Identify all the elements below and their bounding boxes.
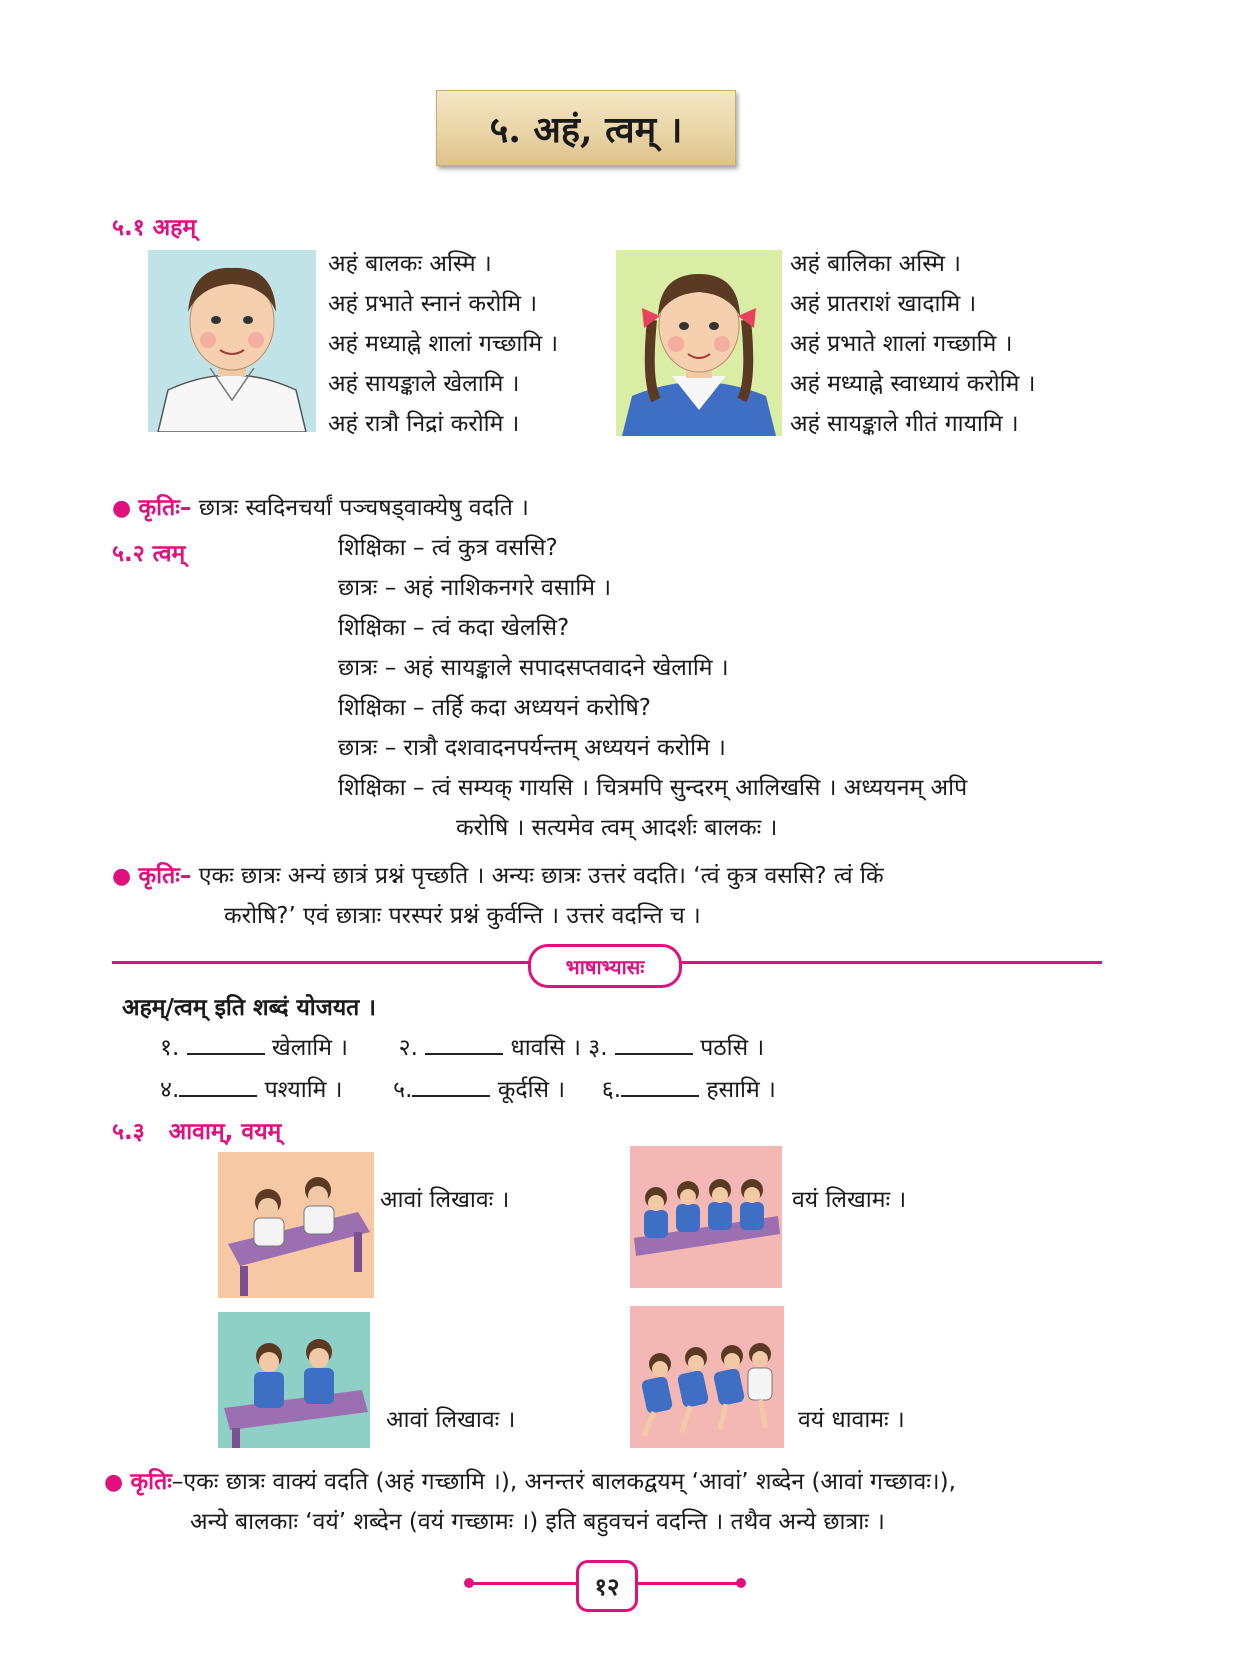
- activity-label: कृतिः: [130, 1469, 172, 1495]
- exercise-row-2: [160, 1070, 776, 1110]
- chapter-title: ५. अहं, त्वम् ।: [436, 90, 736, 166]
- item-word: कूर्दसि ।: [497, 1077, 566, 1103]
- caption-2: वयं लिखामः ।: [792, 1187, 907, 1213]
- item-number: ४.: [160, 1077, 180, 1103]
- item-word: पश्यामि ।: [264, 1077, 343, 1103]
- girl-illustration: [616, 250, 782, 436]
- activity-label: कृतिः–: [138, 495, 192, 521]
- item-number: २.: [398, 1035, 418, 1061]
- caption-1: आवां लिखावः ।: [380, 1187, 510, 1213]
- exercise-instruction: अहम्/त्वम् इति शब्दं योजयत ।: [122, 995, 377, 1021]
- girl-line: अहं बालिका अस्मि ।: [790, 251, 961, 277]
- caption-3: आवां लिखावः ।: [386, 1407, 516, 1433]
- page-number: १२: [576, 1560, 638, 1612]
- item-word: पठसि ।: [700, 1035, 765, 1061]
- item-word: खेलामि ।: [271, 1035, 349, 1061]
- exercise-badge: भाषाभ्यासः: [528, 944, 682, 988]
- item-number: ३.: [588, 1035, 608, 1061]
- item-number: ५.: [393, 1077, 413, 1103]
- boy-line: अहं मध्याह्ने शालां गच्छामि ।: [328, 331, 559, 357]
- activity-1: [112, 488, 529, 529]
- blank-field[interactable]: [179, 1075, 257, 1097]
- boy-line: अहं रात्रौ निद्रां करोमि ।: [328, 411, 520, 437]
- boy-line: अहं बालकः अस्मि ।: [328, 251, 492, 277]
- group-students-writing-image: [630, 1146, 782, 1288]
- boy-line: अहं प्रभाते स्नानं करोमि ।: [328, 291, 538, 317]
- girl-line: अहं प्रभाते शालां गच्छामि ।: [790, 331, 1013, 357]
- dialogue-block: [338, 528, 967, 848]
- girl-text-block: [790, 244, 1035, 444]
- activity-2-line-2: करोषि?’ एवं छात्राः परस्परं प्रश्नं कुर्वन्ति । उत्तरं वदन्ति च ।: [224, 903, 701, 929]
- girl-line: अहं मध्याह्ने स्वाध्यायं करोमि ।: [790, 371, 1036, 397]
- blank-field[interactable]: [187, 1033, 265, 1055]
- girl-line: अहं सायङ्काले गीतं गायामि ।: [790, 411, 1019, 437]
- section-heading-5-2: ५.२ त्वम्: [112, 541, 186, 567]
- rule-dot-icon: [464, 1578, 474, 1588]
- section-heading-5-3: ५.३ आवाम्, वयम्: [112, 1119, 282, 1145]
- dialogue-line: छात्रः – अहं सायङ्काले सपादसप्तवादने खेलामि ।: [338, 655, 729, 681]
- item-word: धावसि ।: [510, 1035, 581, 1061]
- bullet-icon: ●: [112, 864, 132, 889]
- section-heading-5-1: ५.१ अहम्: [112, 215, 197, 241]
- boy-text-block: [328, 244, 558, 444]
- rule-dot-icon: [736, 1578, 746, 1588]
- dialogue-line: शिक्षिका – त्वं सम्यक् गायसि । चित्रमपि सुन्दरम् आलिखसि । अध्ययनम् अपि: [338, 775, 968, 801]
- item-number: ६.: [601, 1077, 622, 1103]
- activity-label: कृतिः–: [138, 863, 192, 889]
- students-running-image: [630, 1306, 784, 1448]
- activity-text: एकः छात्रः अन्यं छात्रं प्रश्नं पृच्छति । अन्यः छात्रः उत्तरं वदति। ‘त्वं कुत्र वससि? त्वं किं: [198, 863, 884, 889]
- two-students-writing-image: [218, 1152, 374, 1298]
- dialogue-line: करोषि । सत्यमेव त्वम् आदर्शः बालकः ।: [456, 815, 778, 841]
- dialogue-line: शिक्षिका – त्वं कुत्र वससि?: [338, 535, 558, 561]
- blank-field[interactable]: [412, 1075, 490, 1097]
- item-number: १.: [160, 1035, 180, 1061]
- exercise-row-1: [160, 1028, 764, 1068]
- activity-text: छात्रः स्वदिनचर्यां पञ्चषड्वाक्येषु वदति ।: [198, 495, 529, 521]
- caption-4: वयं धावामः ।: [798, 1407, 905, 1433]
- activity-2: [112, 856, 884, 897]
- girl-line: अहं प्रातराशं खादामि ।: [790, 291, 977, 317]
- activity-text: –एकः छात्रः वाक्यं वदति (अहं गच्छामि ।), अनन्तरं बालकद्वयम् ‘आवां’ शब्देन (आवां गच्छावः।),: [171, 1469, 956, 1495]
- two-girls-writing-image: [218, 1312, 370, 1448]
- dialogue-line: शिक्षिका – त्वं कदा खेलसि?: [338, 615, 570, 641]
- boy-line: अहं सायङ्काले खेलामि ।: [328, 371, 520, 397]
- bullet-icon: ●: [104, 1470, 124, 1495]
- dialogue-line: शिक्षिका – तर्हि कदा अध्ययनं करोषि?: [338, 695, 651, 721]
- activity-3-line-2: अन्ये बालकाः ‘वयं’ शब्देन (वयं गच्छामः ।) इति बहुवचनं वदन्ति । तथैव अन्ये छात्राः ।: [190, 1509, 885, 1535]
- blank-field[interactable]: [615, 1033, 693, 1055]
- blank-field[interactable]: [425, 1033, 503, 1055]
- dialogue-line: छात्रः – रात्रौ दशवादनपर्यन्तम् अध्ययनं करोमि ।: [338, 735, 726, 761]
- item-word: हसामि ।: [706, 1077, 776, 1103]
- dialogue-line: छात्रः – अहं नाशिकनगरे वसामि ।: [338, 575, 612, 601]
- bullet-icon: ●: [112, 496, 132, 521]
- activity-3: [104, 1462, 956, 1503]
- blank-field[interactable]: [621, 1075, 699, 1097]
- boy-illustration: [148, 250, 316, 432]
